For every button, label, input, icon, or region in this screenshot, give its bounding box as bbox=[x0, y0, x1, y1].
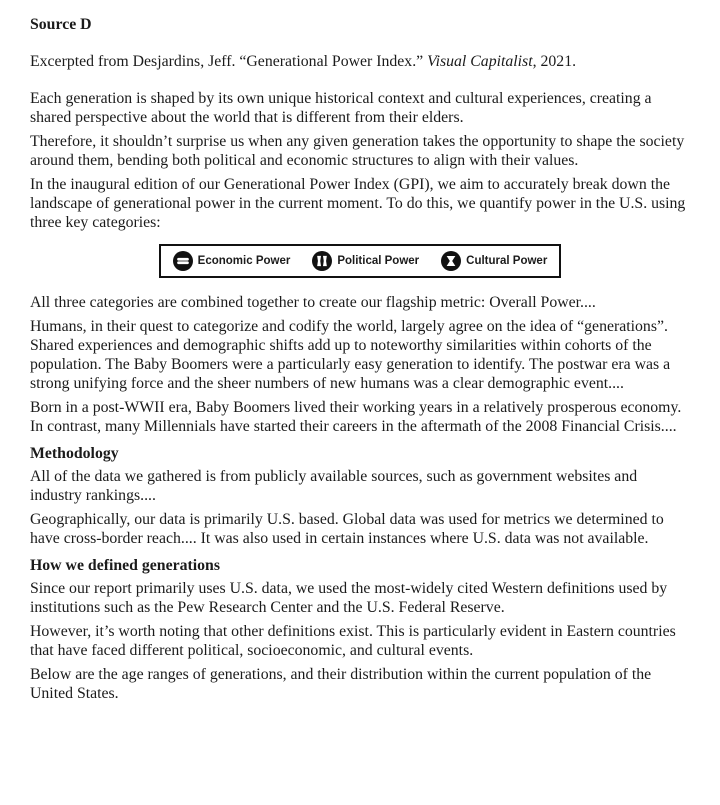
power-categories-box bbox=[159, 244, 562, 278]
methodology-paragraph-2: Geographically, our data is primarily U.S. based. Global data was used for metrics we determined to have cross-border reach.... It was also used in certain instances where U.S. data was not available. bbox=[30, 511, 664, 547]
cultural-power-item bbox=[441, 251, 547, 271]
political-power-icon bbox=[312, 251, 332, 271]
economic-power-label: Economic Power bbox=[197, 254, 291, 267]
generations-paragraph-2: However, it’s worth noting that other definitions exist. This is particularly evident in Eastern countries that have faced different political, socioeconomic, and cultural events. bbox=[30, 623, 676, 659]
cultural-power-icon bbox=[441, 251, 461, 271]
methodology-heading: Methodology bbox=[30, 445, 119, 462]
intro-paragraph-1: Each generation is shaped by its own unique historical context and cultural experiences, creating a shared perspective about the world that is different from their elders. bbox=[30, 90, 652, 126]
citation bbox=[30, 52, 690, 71]
generations-paragraph-1: Since our report primarily uses U.S. data, we used the most-widely cited Western definitions used by institutions such as the Pew Research Center and the U.S. Federal Reserve. bbox=[30, 580, 668, 616]
citation-suffix: , 2021. bbox=[532, 53, 577, 70]
intro-paragraph-3: In the inaugural edition of our Generational Power Index (GPI), we aim to accurately break down the landscape of generational power in the current moment. To do this, we quantify power in the U.S. using three key categories: bbox=[30, 176, 686, 231]
intro-paragraph-2: Therefore, it shouldn’t surprise us when any given generation takes the opportunity to shape the society around them, bending both political and economic structures to align with their values. bbox=[30, 133, 685, 169]
economic-power-icon bbox=[173, 251, 193, 271]
political-power-label: Political Power bbox=[337, 254, 420, 267]
source-heading: Source D bbox=[30, 16, 92, 33]
cultural-power-label: Cultural Power bbox=[466, 254, 548, 267]
power-categories-banner bbox=[30, 244, 690, 278]
citation-work-title: Visual Capitalist bbox=[427, 53, 533, 70]
methodology-paragraph-1: All of the data we gathered is from publicly available sources, such as government websites and industry rankings.... bbox=[30, 468, 638, 504]
economic-power-item bbox=[173, 251, 291, 271]
body-paragraph-1: All three categories are combined together to create our flagship metric: Overall Power.... bbox=[30, 294, 596, 311]
citation-prefix: Excerpted from Desjardins, Jeff. “Generational Power Index.” bbox=[30, 53, 428, 70]
generations-paragraph-3: Below are the age ranges of generations, and their distribution within the current population of the United States. bbox=[30, 666, 652, 702]
political-power-item bbox=[312, 251, 419, 271]
generations-heading: How we defined generations bbox=[30, 557, 220, 574]
body-paragraph-2: Humans, in their quest to categorize and codify the world, largely agree on the idea of “generations”. Shared experiences and demographic shifts add up to noteworthy similarities within cohorts of the population. The Baby Boomers were a particularly easy generation to identify. The postwar era was a strong unifying force and the sheer numbers of new humans was a clear demographic event.... bbox=[30, 318, 671, 392]
body-paragraph-3: Born in a post-WWII era, Baby Boomers lived their working years in a relatively prosperous economy. In contrast, many Millennials have started their careers in the aftermath of the 2008 Financial Crisis.... bbox=[30, 399, 682, 435]
